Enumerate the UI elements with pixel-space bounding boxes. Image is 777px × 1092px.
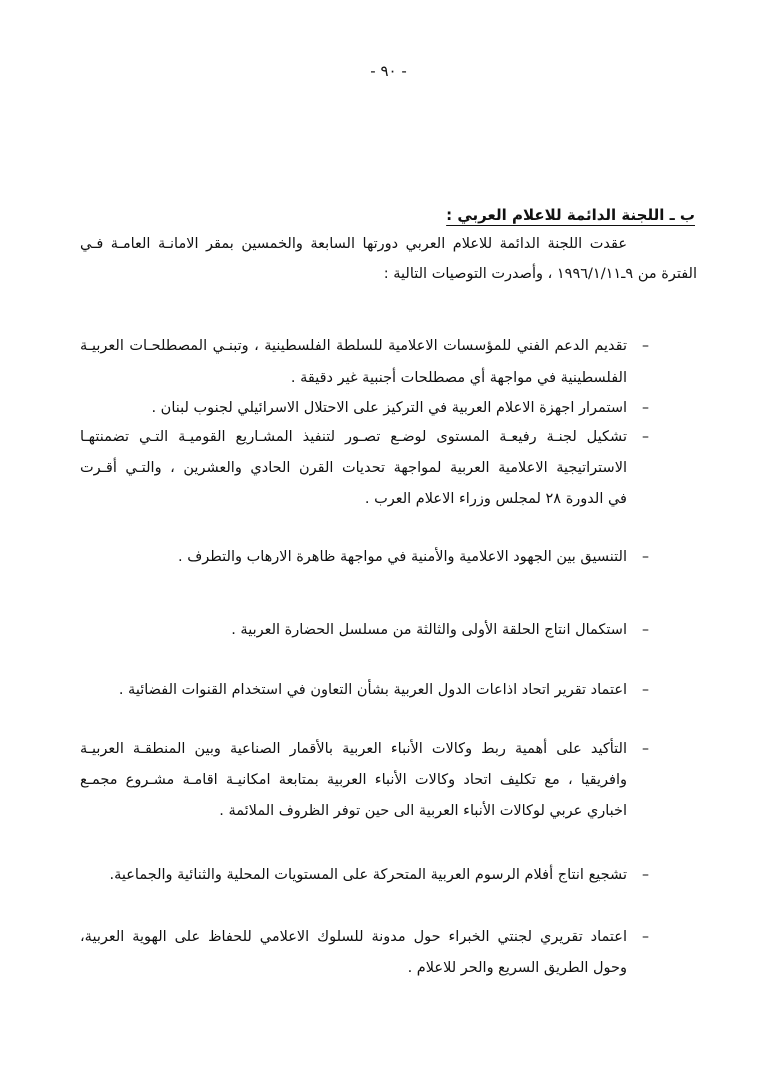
bullet-dash: – — [642, 682, 649, 698]
section-heading: ب ـ اللجنة الدائمة للاعلام العربي : — [446, 206, 695, 224]
page-number: - ٩٠ - — [370, 62, 407, 80]
bullet-dash: – — [642, 400, 649, 416]
bullet-dash: – — [642, 867, 649, 883]
list-item-line: اعتماد تقريري لجنتي الخبراء حول مدونة للسلوك الاعلامي للحفاظ على الهوية العربية، — [80, 929, 627, 945]
intro-line: عقدت اللجنة الدائمة للاعلام العربي دورتها السابعة والخمسين بمقر الامانـة العامـة فـي — [80, 236, 627, 252]
list-item-line: تشجيع انتاج أفلام الرسوم العربية المتحركة على المستويات المحلية والثنائية والجماعية. — [109, 867, 627, 883]
list-item-line: الاستراتيجية الاعلامية العربية لمواجهة تحديات القرن الحادي والعشرين ، والتـي أقـرت — [80, 460, 627, 476]
list-item-line: اعتماد تقرير اتحاد اذاعات الدول العربية بشأن التعاون في استخدام القنوات الفضائية . — [118, 682, 627, 698]
bullet-dash: – — [642, 622, 649, 638]
list-item-line: في الدورة ٢٨ لمجلس وزراء الاعلام العرب . — [364, 491, 627, 507]
list-item-line: الفلسطينية في مواجهة أي مصطلحات أجنبية غير دقيقة . — [290, 370, 627, 386]
bullet-dash: – — [642, 741, 649, 757]
list-item-line: التنسيق بين الجهود الاعلامية والأمنية في مواجهة ظاهرة الارهاب والتطرف . — [178, 549, 627, 565]
bullet-dash: – — [642, 929, 649, 945]
list-item-line: اخباري عربي لوكالات الأنباء العربية الى حين توفر الظروف الملائمة . — [219, 803, 627, 819]
bullet-dash: – — [642, 429, 649, 445]
list-item-line: وافريقيا ، مع تكليف اتحاد وكالات الأنباء العربية بمتابعة امكانيـة اقامـة مشـروع مجمـع — [80, 772, 627, 788]
list-item-line: تشكيل لجنـة رفيعـة المستوى لوضـع تصـور لتنفيذ المشـاريع القوميـة التـي تضمنتهـا — [80, 429, 627, 445]
bullet-dash: – — [642, 338, 649, 354]
list-item-line: وحول الطريق السريع والحر للاعلام . — [407, 960, 627, 976]
list-item-line: تقديم الدعم الفني للمؤسسات الاعلامية للسلطة الفلسطينية ، وتبنـي المصطلحـات العربيـة — [80, 338, 627, 354]
list-item-line: استمرار اجهزة الاعلام العربية في التركيز على الاحتلال الاسرائيلي لجنوب لبنان . — [151, 400, 627, 416]
list-item-line: التأكيد على أهمية ربط وكالات الأنباء العربية بالأقمار الصناعية وبين المنطقـة العربيـة — [80, 741, 627, 757]
bullet-dash: – — [642, 549, 649, 565]
intro-line: الفترة من ٩ـ١٩٩٦/١/١١ ، وأصدرت التوصيات التالية : — [383, 266, 697, 282]
list-item-line: استكمال انتاج الحلقة الأولى والثالثة من مسلسل الحضارة العربية . — [231, 622, 627, 638]
